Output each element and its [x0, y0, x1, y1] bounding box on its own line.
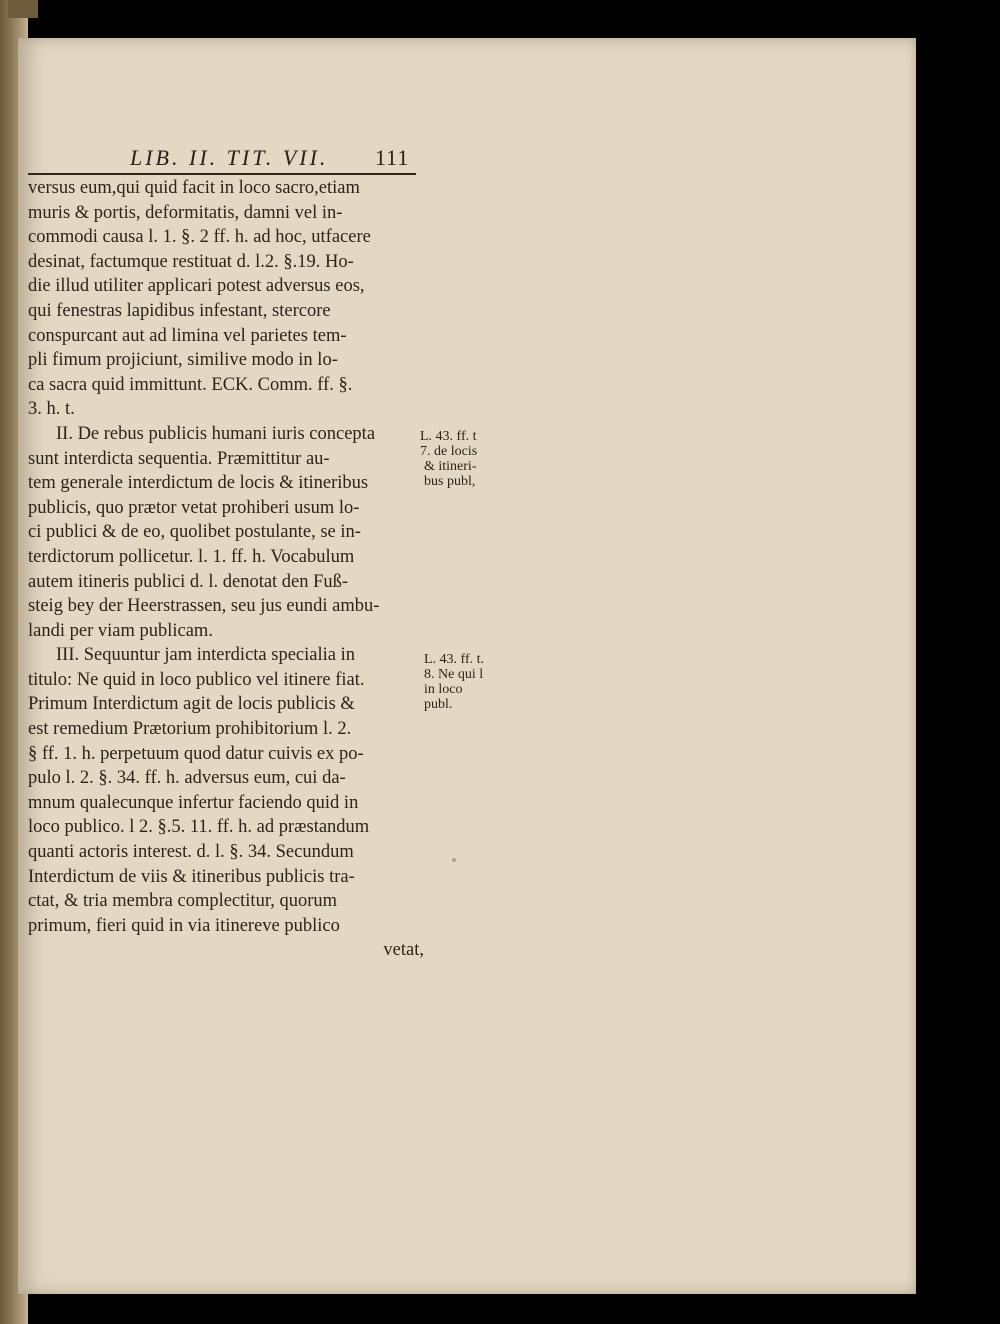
catchword: vetat, — [383, 940, 424, 961]
text-line: ci publici & de eo, quolibet postulante, se in- — [28, 522, 361, 543]
text-line: sunt interdicta sequentia. Præmittitur au- — [28, 448, 330, 469]
text-line: versus eum,qui quid facit in loco sacro,etiam — [28, 178, 360, 198]
text-line: steig bey der Heerstrassen, seu jus eundi ambu- — [28, 596, 380, 617]
text-line: landi per viam publicam. — [28, 620, 213, 641]
spine-tab — [8, 0, 38, 18]
section-start-line: III. Sequuntur jam interdicta specialia in — [56, 645, 355, 666]
text-line: mnum qualecunque infertur faciendo quid in — [28, 792, 359, 813]
margin-note-2 — [424, 652, 484, 712]
text-line: est remedium Prætorium prohibitorium l. 2. — [28, 719, 352, 740]
text-line: qui fenestras lapidibus infestant, stercore — [28, 300, 331, 321]
text-line: primum, fieri quid in via itinereve publico — [28, 915, 340, 936]
text-line: ctat, & tria membra complectitur, quorum — [28, 891, 338, 912]
text-line: titulo: Ne quid in loco publico vel itinere fiat. — [28, 669, 365, 690]
text-line: quanti actoris interest. d. l. §. 34. Secundum — [28, 842, 354, 863]
margin-note-line: 7. de locis — [420, 444, 478, 459]
text-line: ca sacra quid immittunt. ECK. Comm. ff. §. — [28, 374, 353, 395]
text-line: tem generale interdictum de locis & itineribus — [28, 473, 369, 494]
margin-note-line: 8. Ne qui l — [424, 667, 484, 682]
running-header — [130, 145, 430, 169]
text-line: terdictorum pollicetur. l. 1. ff. h. Vocabulum — [28, 546, 355, 567]
text-line: pulo l. 2. §. 34. ff. h. adversus eum, cui da- — [28, 768, 346, 789]
text-line: Primum Interdictum agit de locis publicis & — [28, 694, 355, 715]
text-line: 3. h. t. — [28, 399, 75, 420]
text-line: § ff. 1. h. perpetuum quod datur cuivis ex po- — [28, 743, 364, 764]
margin-note-line: publ. — [424, 697, 453, 712]
header-rule — [28, 173, 416, 175]
text-line: publicis, quo prætor vetat prohiberi usum lo- — [28, 497, 360, 518]
margin-note-line: bus publ, — [424, 474, 476, 489]
text-line: autem itineris publici d. l. denotat den Fuß- — [28, 571, 349, 592]
margin-note-line: in loco — [424, 682, 463, 697]
text-line: desinat, factumque restituat d. l.2. §.19. Ho- — [28, 251, 354, 272]
page-number: 111 — [375, 145, 410, 170]
text-line: Interdictum de viis & itineribus publicis tra- — [28, 866, 355, 887]
margin-note-line: L. 43. ff. t — [420, 429, 477, 444]
text-line: muris & portis, deformitatis, damni vel in- — [28, 202, 343, 223]
running-title: LIB. II. TIT. VII. — [130, 145, 329, 170]
text-line: pli fimum projiciunt, similive modo in lo- — [28, 350, 338, 371]
paper-speck — [452, 858, 456, 862]
text-line: commodi causa l. 1. §. 2 ff. h. ad hoc, utfacere — [28, 227, 371, 248]
margin-note-1 — [420, 429, 477, 489]
text-line: conspurcant aut ad limina vel parietes tem- — [28, 325, 347, 346]
margin-note-line: L. 43. ff. t. — [424, 652, 485, 667]
margin-note-line: & itineri- — [424, 459, 477, 474]
text-line: loco publico. l 2. §.5. 11. ff. h. ad præstandum — [28, 817, 370, 838]
text-line: die illud utiliter applicari potest adversus eos, — [28, 276, 365, 297]
section-start-line: II. De rebus publicis humani iuris concepta — [56, 423, 376, 444]
body-text — [28, 176, 428, 963]
